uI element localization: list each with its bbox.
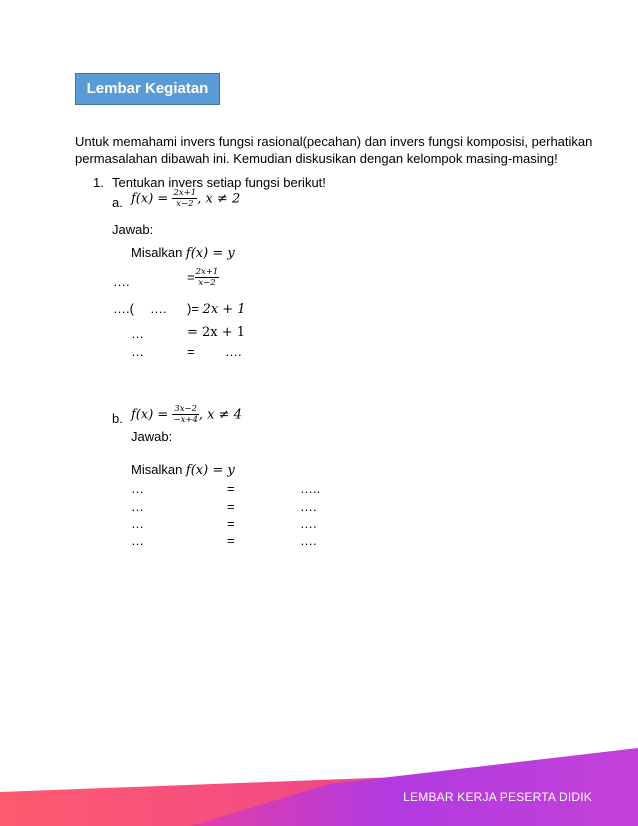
part-b-jawab: Jawab: [131,429,173,444]
part-b-fx: f(x) = [131,407,173,423]
part-a-condition: , x ≠ 2 [197,191,241,207]
part-b-row-right: …. [300,533,317,548]
part-a-row4-left: … [131,344,144,359]
part-b-row-left: … [131,481,144,496]
part-a-row3-left: … [131,326,144,341]
part-b-misalkan: Misalkan f(x) = y [131,462,235,478]
part-b-row-eq: = [227,499,235,514]
part-a-misalkan: Misalkan f(x) = y [131,245,235,261]
part-a-row2-mid: …. [150,301,167,316]
part-b-label: b. [112,411,123,426]
question-text: Tentukan invers setiap fungsi berikut! [112,175,326,190]
part-b-row-right: …. [300,499,317,514]
part-b-row-left: … [131,533,144,548]
part-a-row3-right: = 2x + 1 [187,325,246,340]
part-a-function [131,188,240,209]
part-a-label: a. [112,195,123,210]
intro-line-2: permasalahan dibawah ini. Kemudian diskusikan dengan kelompok masing-masing! [75,151,558,166]
part-a-row2-right: )= 2x + 1 [187,301,246,317]
part-b-fraction: $\frac{3x-2}{-x+4}$ [173,404,198,425]
part-b-row-left: … [131,516,144,531]
part-a-fraction: $\frac{2x+1}{x-2}$ [173,188,197,209]
part-a-fx: f(x) = [131,191,173,207]
part-a-row4-right: …. [225,344,242,359]
part-b-row-eq: = [227,481,235,496]
footer-banner [0,740,638,826]
part-a-row1-right: = $\frac{2x+1}{x-2}$ [187,267,219,288]
part-a-row1-left: …. [113,274,130,289]
part-b-row-right: ….. [300,481,321,496]
part-b-function [131,404,242,425]
part-a-row2-left: ….( [113,301,134,316]
page-title: Lembar Kegiatan [75,73,220,105]
part-a-jawab: Jawab: [112,222,154,237]
part-b-row-right: …. [300,516,317,531]
part-b-row-left: … [131,499,144,514]
part-b-row-eq: = [227,516,235,531]
footer-label: LEMBAR KERJA PESERTA DIDIK [403,790,592,804]
part-b-condition: , x ≠ 4 [198,407,242,423]
question-number: 1. [93,175,104,190]
part-b-row-eq: = [227,533,235,548]
intro-line-1: Untuk memahami invers fungsi rasional(pecahan) dan invers fungsi komposisi, perhatikan [75,134,593,149]
part-a-row4-eq: = [187,344,195,359]
